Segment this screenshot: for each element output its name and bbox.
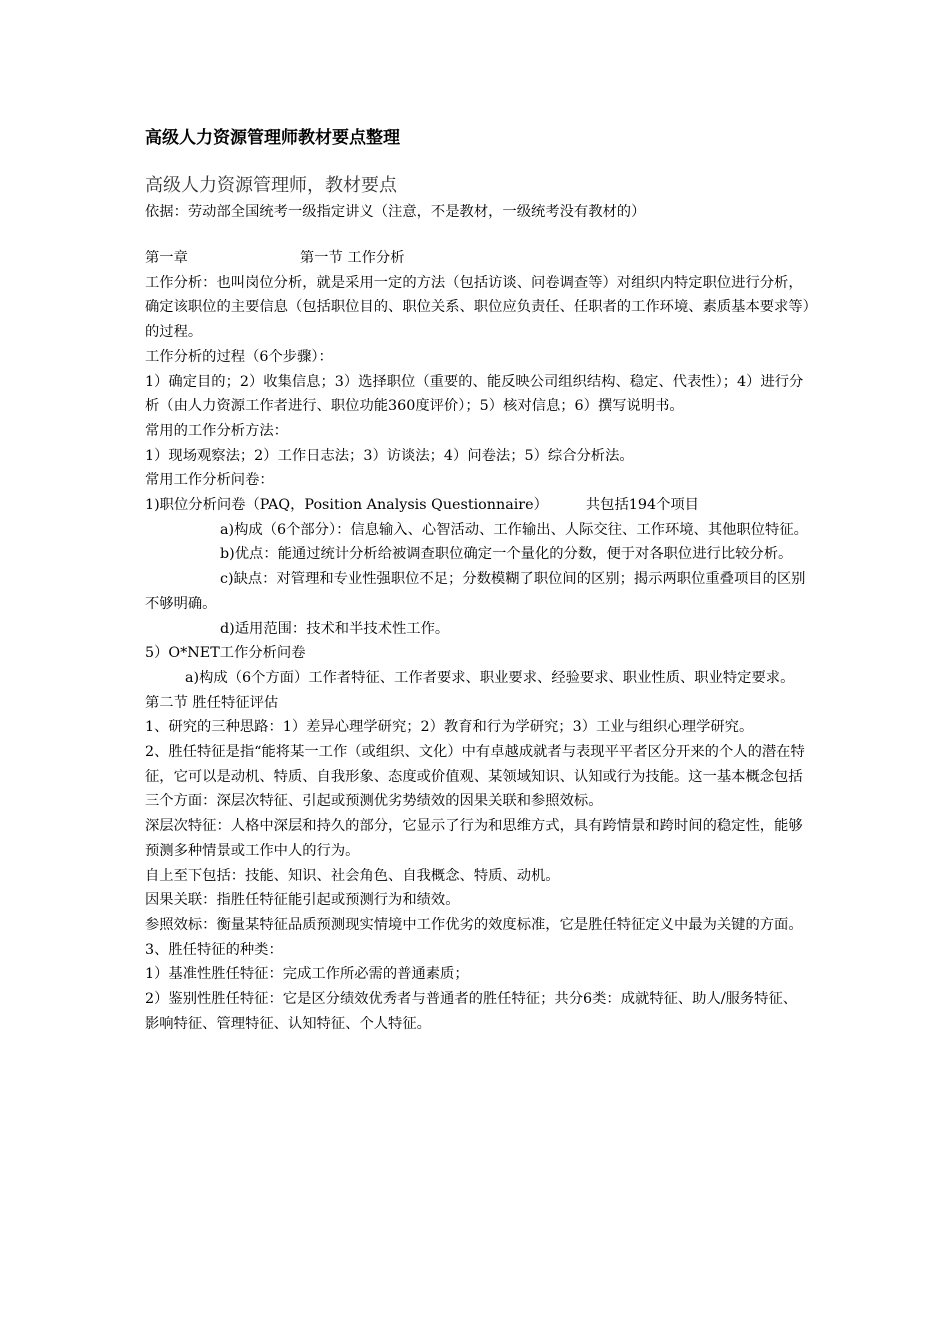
paragraph: 2、胜任特征是指“能将某一工作（或组织、文化）中有卓越成就者与表现平平者区分开来的个人的潜在特征，它可以是动机、特质、自我形象、态度或价值观、某领域知识、认知或行为技能。这一基本概念包括三个方面：深层次特征、引起或预测优劣势绩效的因果关联和参照效标。 [145, 744, 805, 810]
paragraph: 深层次特征：人格中深层和持久的部分，它显示了行为和思维方式，具有跨情景和跨时间的稳定性，能够预测多种情景或工作中人的行为。 [145, 818, 803, 859]
paragraph: b)优点：能通过统计分析给被调查职位确定一个量化的分数，便于对各职位进行比较分析。 [220, 546, 793, 563]
paragraph: 工作分析：也叫岗位分析，就是采用一定的方法（包括访谈、问卷调查等）对组织内特定职位进行分析，确定该职位的主要信息（包括职位目的、职位关系、职位应负责任、任职者的工作环境、素质基本要求等）的过程。 [145, 274, 810, 341]
basis-note: 依据：劳动部全国统考一级指定讲义（注意，不是教材，一级统考没有教材的） [145, 204, 646, 220]
paragraph: c)缺点：对管理和专业性强职位不足；分数模糊了职位间的区别；揭示两职位重叠项目的区别不够明确。 [145, 571, 806, 612]
paragraph: 参照效标：衡量某特征品质预测现实情境中工作优劣的效度标准，它是胜任特征定义中最为关键的方面。 [145, 916, 803, 933]
paq-item-count: 共包括194个项目 [585, 497, 699, 514]
document-subtitle: 高级人力资源管理师，教材要点 [145, 175, 397, 196]
paragraph: 1、研究的三种思路：1）差异心理学研究；2）教育和行为学研究；3）工业与组织心理学研究。 [145, 719, 754, 736]
paragraph: 自上至下包括：技能、知识、社会角色、自我概念、特质、动机。 [145, 867, 560, 884]
document-title: 高级人力资源管理师教材要点整理 [145, 128, 400, 148]
paragraph: 工作分析的过程（6个步骤）： [145, 348, 333, 365]
section-heading-2: 第二节 胜任特征评估 [145, 694, 279, 711]
paq-line [145, 493, 810, 518]
paragraph: 因果关联：指胜任特征能引起或预测行为和绩效。 [145, 892, 460, 909]
paragraph: 2）鉴别性胜任特征：它是区分绩效优秀者与普通者的胜任特征；共分6类：成就特征、助人/服务特征、影响特征、管理特征、认知特征、个人特征。 [145, 991, 798, 1032]
paragraph: 1）确定目的；2）收集信息；3）选择职位（重要的、能反映公司组织结构、稳定、代表性）；4）进行分析（由人力资源工作者进行、职位功能360度评价）；5）核对信息；6）撰写说明书。 [145, 373, 804, 415]
paragraph: d)适用范围：技术和半技术性工作。 [220, 620, 450, 637]
paragraph: 1）现场观察法；2）工作日志法；3）访谈法；4）问卷法；5）综合分析法。 [145, 447, 634, 464]
chapter-heading [145, 246, 810, 271]
paragraph: 常用工作分析问卷： [145, 472, 274, 489]
section-heading-1: 第一节 工作分析 [299, 250, 405, 266]
document-body [145, 246, 810, 1037]
paragraph: a)构成（6个方面）工作者特征、工作者要求、职业要求、经验要求、职业性质、职业特定要求。 [185, 669, 795, 686]
paragraph: 3、胜任特征的种类： [145, 941, 283, 958]
paragraph: 5）O*NET工作分析问卷 [145, 645, 306, 662]
paragraph: 1）基准性胜任特征：完成工作所必需的普通素质； [145, 966, 469, 983]
chapter-label: 第一章 [145, 250, 188, 266]
paragraph: 常用的工作分析方法： [145, 422, 288, 439]
paragraph: a)构成（6个部分）：信息输入、心智活动、工作输出、人际交往、工作环境、其他职位特征。 [220, 521, 808, 538]
paq-label: 1)职位分析问卷（PAQ，Position Analysis Questionnaire） [145, 497, 548, 514]
